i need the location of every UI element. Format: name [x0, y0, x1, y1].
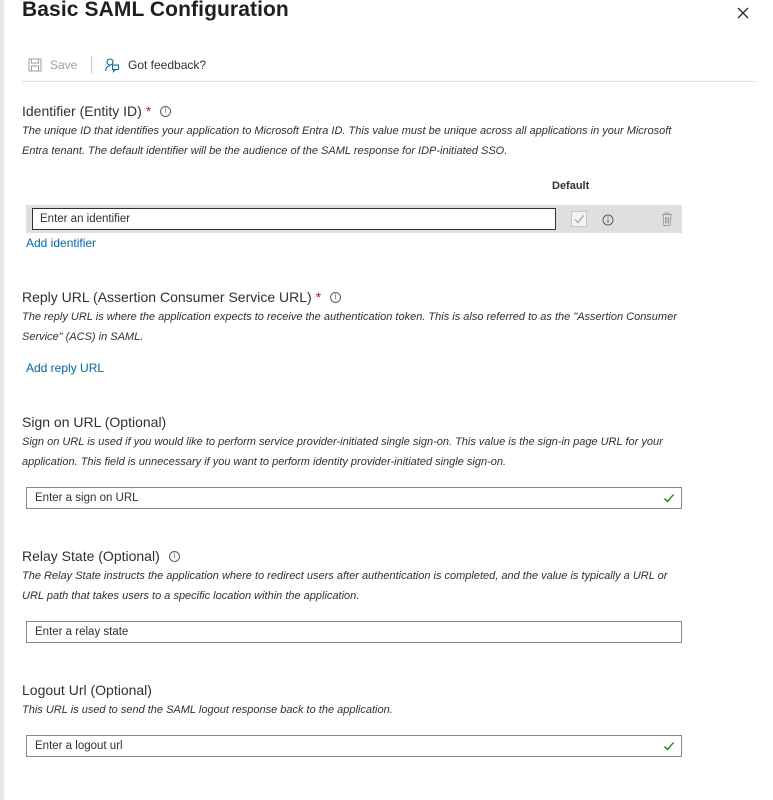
save-button[interactable] [28, 52, 77, 78]
required-marker: * [315, 289, 322, 305]
feedback-label: Got feedback? [128, 58, 207, 72]
sign-on-url-input[interactable] [26, 487, 682, 509]
logout-url-description: This URL is used to send the SAML logout response back to the application. [22, 704, 393, 716]
save-icon [28, 58, 42, 72]
relay-state-label: Relay State (Optional) [22, 548, 160, 564]
sign-on-url-description: Sign on URL is used if you would like to perform service provider-initiated single sign-on. This value is the sign-in page URL for your application. This field is unnecessary if you want to perform identity provider-initiated single sign-on. [22, 436, 663, 468]
add-identifier-link[interactable]: Add identifier [26, 236, 97, 250]
feedback-icon [104, 57, 120, 73]
trash-icon[interactable] [660, 211, 674, 232]
identifier-label-row [22, 103, 682, 119]
feedback-button[interactable] [104, 52, 206, 78]
relay-state-input[interactable] [26, 621, 682, 643]
relay-state-placeholder: Enter a relay state [35, 626, 129, 638]
identifier-label: Identifier (Entity ID) [22, 103, 142, 119]
save-label: Save [50, 58, 78, 72]
reply-url-description: The reply URL is where the application expects to receive the authentication token. This is also referred to as the "Assertion Consumer Service" (ACS) in SAML. [22, 311, 677, 343]
logout-url-placeholder: Enter a logout url [35, 740, 123, 752]
checkmark-icon [572, 212, 586, 226]
required-marker: * [145, 103, 152, 119]
identifier-description: The unique ID that identifies your application to Microsoft Entra ID. This value must be unique across all applications in your Microsoft Entra tenant. The default identifier will be the audience of the SAML response for IDP-initiated SSO. [22, 125, 672, 157]
identifier-input[interactable]: Enter an identifier [32, 208, 556, 230]
logout-url-input[interactable] [26, 735, 682, 757]
command-bar [22, 52, 755, 82]
checkmark-icon [663, 492, 675, 504]
relay-state-label-row [22, 548, 682, 564]
info-icon[interactable]: i [160, 106, 171, 117]
logout-url-label: Logout Url (Optional) [22, 682, 152, 698]
sign-on-url-placeholder: Enter a sign on URL [35, 492, 139, 504]
identifier-section [22, 103, 682, 161]
relay-state-section [22, 548, 682, 606]
sign-on-url-label: Sign on URL (Optional) [22, 414, 167, 430]
sign-on-url-section [22, 414, 682, 472]
relay-state-description: The Relay State instructs the application where to redirect users after authentication is completed, and the value is typically a URL or URL path that takes users to a specific location within the application. [22, 570, 668, 602]
reply-url-label-row [22, 289, 682, 305]
checkmark-icon [663, 740, 675, 752]
add-reply-url-link[interactable]: Add reply URL [26, 361, 105, 375]
info-icon[interactable] [602, 213, 614, 231]
reply-url-section [22, 289, 682, 347]
toolbar-divider [91, 56, 92, 73]
page-title: Basic SAML Configuration [22, 0, 289, 21]
identifier-row [26, 205, 682, 233]
reply-url-label: Reply URL (Assertion Consumer Service URL) [22, 289, 312, 305]
logout-url-section [22, 682, 682, 720]
default-checkbox[interactable] [571, 211, 587, 227]
default-column-header: Default [552, 180, 590, 192]
info-icon[interactable]: i [169, 551, 180, 562]
info-icon[interactable]: i [330, 292, 341, 303]
close-icon[interactable] [732, 2, 754, 24]
